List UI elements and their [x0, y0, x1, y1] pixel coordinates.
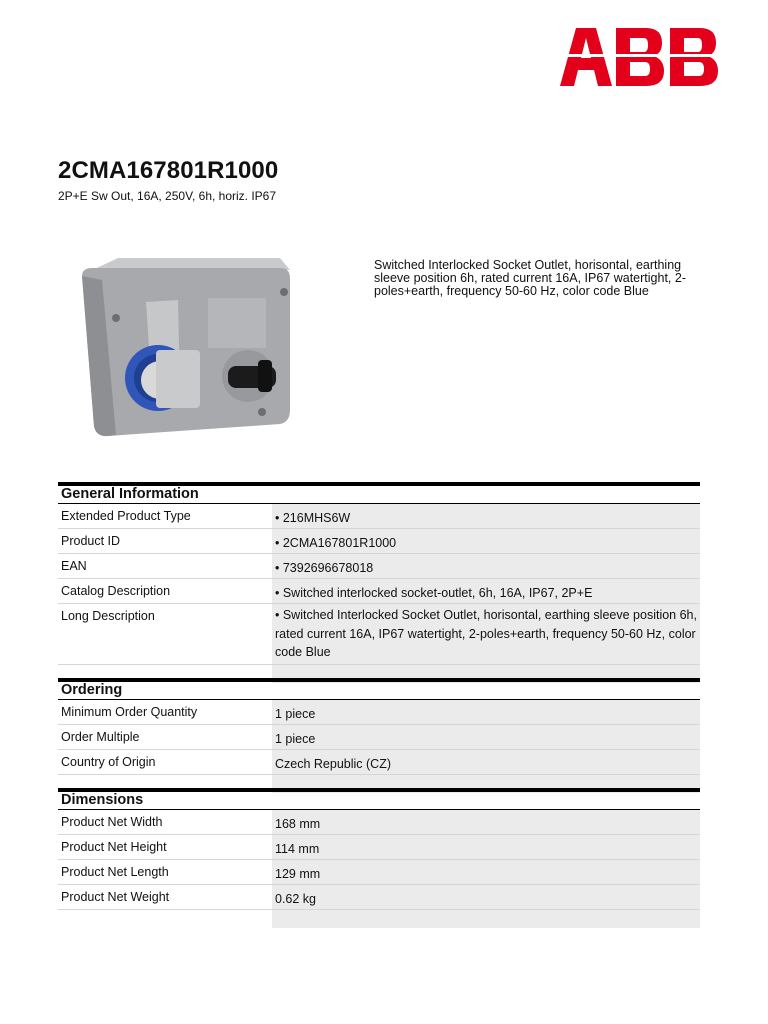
table-row [58, 579, 700, 604]
row-value: 1 piece [272, 700, 700, 724]
table-row [58, 810, 700, 835]
ordering-section [58, 678, 700, 793]
row-value: 114 mm [272, 835, 700, 859]
table-row [58, 700, 700, 725]
table-row [58, 860, 700, 885]
table-row [58, 750, 700, 775]
abb-logo [560, 24, 720, 88]
row-label: Long Description [61, 609, 155, 623]
row-value: Czech Republic (CZ) [272, 750, 700, 774]
row-value: • Switched interlocked socket-outlet, 6h, 16A, IP67, 2P+E [272, 579, 700, 603]
row-value: 1 piece [272, 725, 700, 749]
row-label: Order Multiple [61, 730, 140, 744]
table-row [58, 835, 700, 860]
row-label: Extended Product Type [61, 509, 191, 523]
row-value: • 2CMA167801R1000 [272, 529, 700, 553]
row-label: Product Net Length [61, 865, 169, 879]
dimensions-section [58, 788, 700, 928]
row-label: Country of Origin [61, 755, 156, 769]
table-spacer [58, 910, 700, 928]
row-value: • 7392696678018 [272, 554, 700, 578]
section-heading: Ordering [58, 678, 700, 700]
product-description: Switched Interlocked Socket Outlet, horisontal, earthing sleeve position 6h, rated current 16A, IP67 watertight, 2-poles+earth, frequency 50-60 Hz, color code Blue [374, 258, 686, 298]
table-row [58, 529, 700, 554]
table-row [58, 504, 700, 529]
row-label: Product Net Height [61, 840, 167, 854]
product-id-title: 2CMA167801R1000 [58, 157, 279, 184]
general-information-section [58, 482, 700, 683]
table-row [58, 554, 700, 579]
table-row [58, 885, 700, 910]
row-value: • 216MHS6W [272, 504, 700, 528]
row-value: • Switched Interlocked Socket Outlet, horisontal, earthing sleeve position 6h, rated current 16A, IP67 watertight, 2-poles+earth, frequency 50-60 Hz, color code Blue [272, 604, 700, 664]
product-photo [58, 240, 314, 446]
section-heading: Dimensions [58, 788, 700, 810]
product-subtitle: 2P+E Sw Out, 16A, 250V, 6h, horiz. IP67 [58, 189, 277, 203]
row-value: 0.62 kg [272, 885, 700, 909]
row-value: 129 mm [272, 860, 700, 884]
table-row [58, 725, 700, 750]
row-label: EAN [61, 559, 87, 573]
row-value: 168 mm [272, 810, 700, 834]
table-row [58, 604, 700, 665]
row-label: Minimum Order Quantity [61, 705, 198, 719]
section-heading: General Information [58, 482, 700, 504]
row-label: Product Net Width [61, 815, 163, 829]
row-label: Catalog Description [61, 584, 171, 598]
row-label: Product Net Weight [61, 890, 170, 904]
row-label: Product ID [61, 534, 121, 548]
